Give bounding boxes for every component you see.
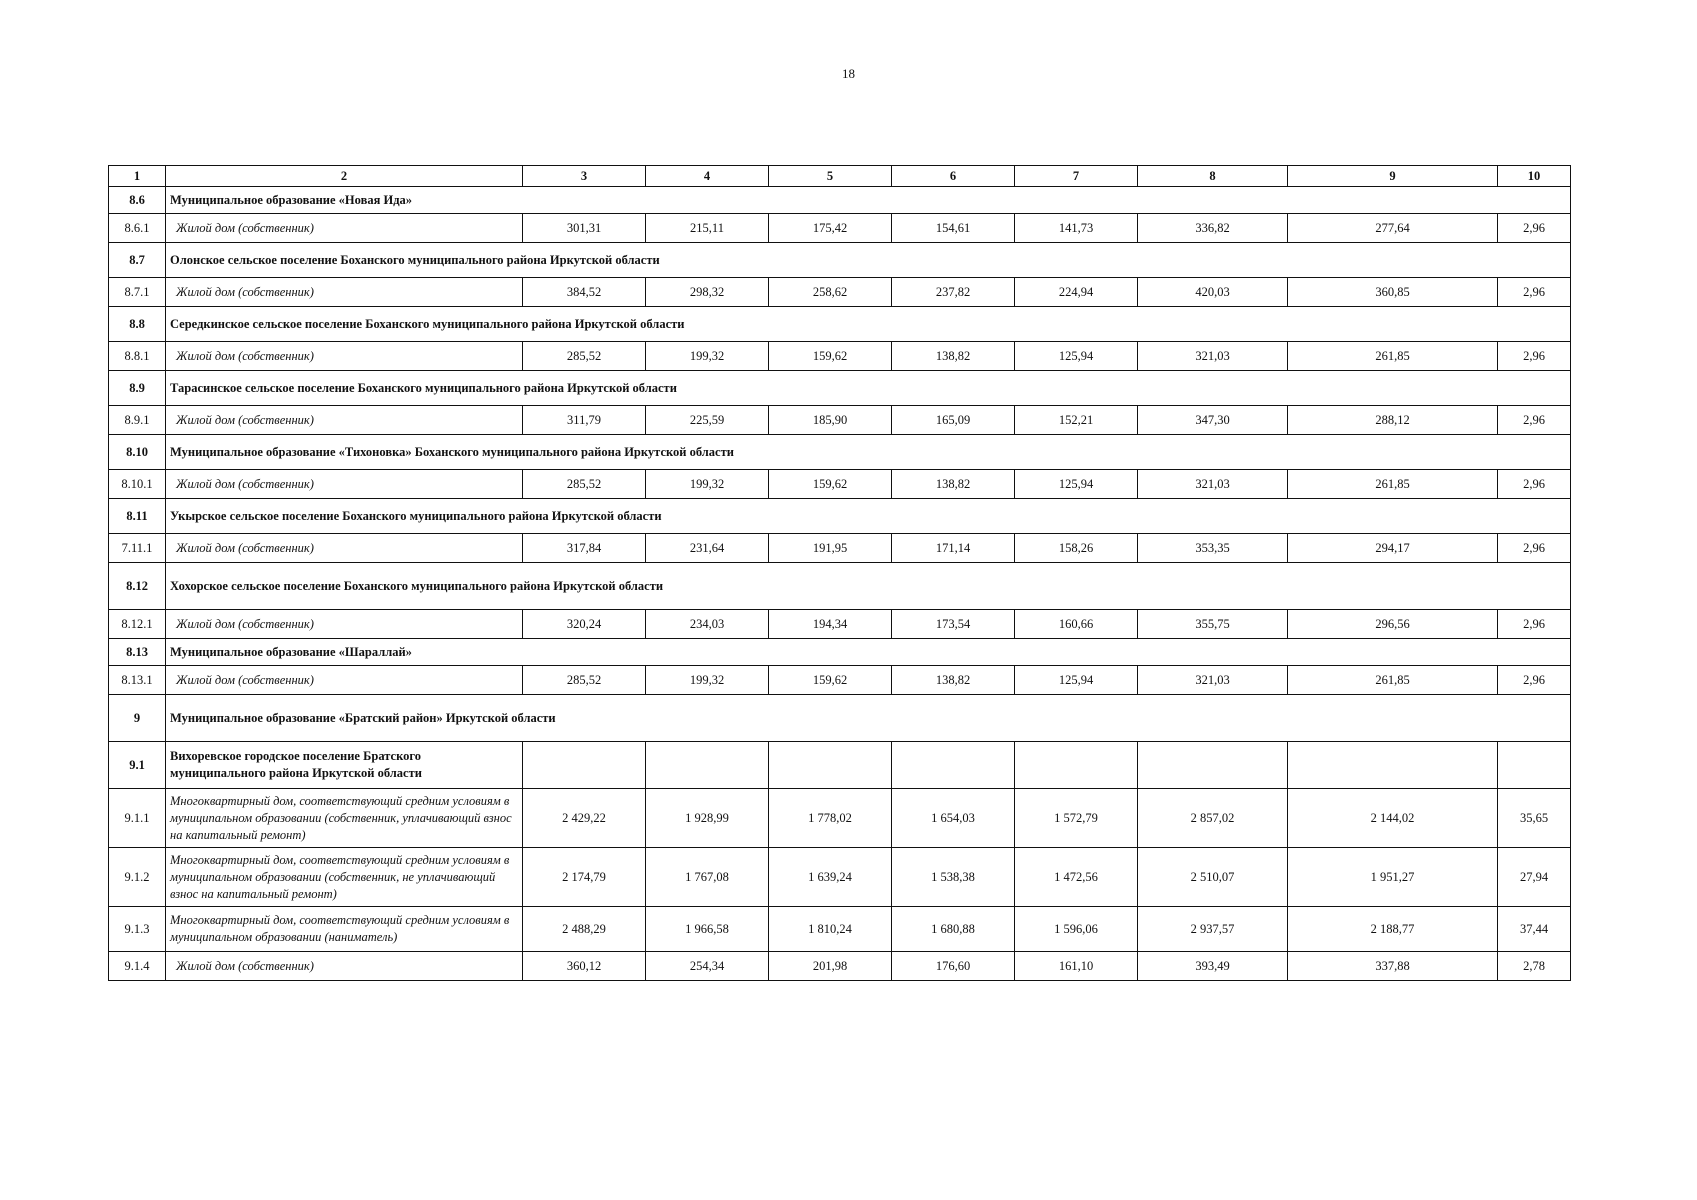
value-cell: 254,34 bbox=[646, 952, 769, 981]
header-cell: 8 bbox=[1138, 166, 1288, 187]
row-code: 8.13.1 bbox=[109, 666, 166, 695]
row-name: Многоквартирный дом, соответствующий средним условиям в муниципальном образовании (собственник, не уплачивающий взнос на капитальный ремонт) bbox=[166, 848, 523, 907]
row-code: 8.9.1 bbox=[109, 406, 166, 435]
value-cell: 285,52 bbox=[523, 342, 646, 371]
value-cell: 337,88 bbox=[1288, 952, 1498, 981]
value-cell: 2,96 bbox=[1498, 278, 1571, 307]
value-cell: 27,94 bbox=[1498, 848, 1571, 907]
value-cell: 159,62 bbox=[769, 666, 892, 695]
section-row bbox=[109, 243, 1571, 278]
row-name: Жилой дом (собственник) bbox=[166, 470, 523, 499]
table-row bbox=[109, 610, 1571, 639]
section-code: 8.12 bbox=[109, 563, 166, 610]
value-cell: 320,24 bbox=[523, 610, 646, 639]
table-row bbox=[109, 214, 1571, 243]
section-name: Муниципальное образование «Тихоновка» Боханского муниципального района Иркутской области bbox=[166, 435, 1571, 470]
tariff-table bbox=[108, 165, 1571, 981]
row-name: Многоквартирный дом, соответствующий средним условиям в муниципальном образовании (наниматель) bbox=[166, 907, 523, 952]
value-cell: 2,96 bbox=[1498, 406, 1571, 435]
table-row bbox=[109, 666, 1571, 695]
value-cell: 1 767,08 bbox=[646, 848, 769, 907]
value-cell: 2 488,29 bbox=[523, 907, 646, 952]
table-row bbox=[109, 907, 1571, 952]
value-cell: 285,52 bbox=[523, 470, 646, 499]
value-cell: 35,65 bbox=[1498, 789, 1571, 848]
row-name: Жилой дом (собственник) bbox=[166, 342, 523, 371]
section-name: Вихоревское городское поселение Братского муниципального района Иркутской области bbox=[166, 742, 523, 789]
value-cell: 175,42 bbox=[769, 214, 892, 243]
value-cell: 1 966,58 bbox=[646, 907, 769, 952]
value-cell: 171,14 bbox=[892, 534, 1015, 563]
value-cell: 321,03 bbox=[1138, 342, 1288, 371]
row-code: 8.12.1 bbox=[109, 610, 166, 639]
value-cell: 1 778,02 bbox=[769, 789, 892, 848]
value-cell: 199,32 bbox=[646, 342, 769, 371]
value-cell: 141,73 bbox=[1015, 214, 1138, 243]
value-cell: 261,85 bbox=[1288, 470, 1498, 499]
value-cell: 1 472,56 bbox=[1015, 848, 1138, 907]
section-row bbox=[109, 187, 1571, 214]
section-name: Муниципальное образование «Новая Ида» bbox=[166, 187, 1571, 214]
header-cell: 4 bbox=[646, 166, 769, 187]
row-code: 7.11.1 bbox=[109, 534, 166, 563]
section-code: 8.6 bbox=[109, 187, 166, 214]
empty-cell bbox=[1015, 742, 1138, 789]
value-cell: 311,79 bbox=[523, 406, 646, 435]
empty-cell bbox=[769, 742, 892, 789]
section-code: 8.10 bbox=[109, 435, 166, 470]
header-row bbox=[109, 166, 1571, 187]
section-code: 8.11 bbox=[109, 499, 166, 534]
value-cell: 191,95 bbox=[769, 534, 892, 563]
value-cell: 261,85 bbox=[1288, 342, 1498, 371]
value-cell: 420,03 bbox=[1138, 278, 1288, 307]
value-cell: 125,94 bbox=[1015, 470, 1138, 499]
header-cell: 9 bbox=[1288, 166, 1498, 187]
page-number: 18 bbox=[842, 66, 855, 81]
value-cell: 37,44 bbox=[1498, 907, 1571, 952]
value-cell: 321,03 bbox=[1138, 470, 1288, 499]
header-cell: 5 bbox=[769, 166, 892, 187]
empty-cell bbox=[646, 742, 769, 789]
row-code: 8.7.1 bbox=[109, 278, 166, 307]
table-row bbox=[109, 470, 1571, 499]
value-cell: 138,82 bbox=[892, 666, 1015, 695]
section-row bbox=[109, 499, 1571, 534]
section-name: Тарасинское сельское поселение Боханского муниципального района Иркутской области bbox=[166, 371, 1571, 406]
table-row bbox=[109, 278, 1571, 307]
value-cell: 353,35 bbox=[1138, 534, 1288, 563]
value-cell: 296,56 bbox=[1288, 610, 1498, 639]
row-code: 9.1.3 bbox=[109, 907, 166, 952]
value-cell: 2,96 bbox=[1498, 610, 1571, 639]
value-cell: 336,82 bbox=[1138, 214, 1288, 243]
section-code: 8.7 bbox=[109, 243, 166, 278]
value-cell: 1 654,03 bbox=[892, 789, 1015, 848]
table-row bbox=[109, 342, 1571, 371]
value-cell: 2 188,77 bbox=[1288, 907, 1498, 952]
empty-cell bbox=[1498, 742, 1571, 789]
value-cell: 277,64 bbox=[1288, 214, 1498, 243]
value-cell: 393,49 bbox=[1138, 952, 1288, 981]
empty-cell bbox=[892, 742, 1015, 789]
section-name: Муниципальное образование «Шараллай» bbox=[166, 639, 1571, 666]
section-code: 8.8 bbox=[109, 307, 166, 342]
value-cell: 285,52 bbox=[523, 666, 646, 695]
value-cell: 2 429,22 bbox=[523, 789, 646, 848]
value-cell: 159,62 bbox=[769, 470, 892, 499]
value-cell: 1 639,24 bbox=[769, 848, 892, 907]
value-cell: 138,82 bbox=[892, 342, 1015, 371]
value-cell: 2 144,02 bbox=[1288, 789, 1498, 848]
table-row bbox=[109, 406, 1571, 435]
value-cell: 258,62 bbox=[769, 278, 892, 307]
value-cell: 355,75 bbox=[1138, 610, 1288, 639]
empty-cell bbox=[1138, 742, 1288, 789]
value-cell: 215,11 bbox=[646, 214, 769, 243]
value-cell: 1 680,88 bbox=[892, 907, 1015, 952]
value-cell: 160,66 bbox=[1015, 610, 1138, 639]
value-cell: 384,52 bbox=[523, 278, 646, 307]
value-cell: 154,61 bbox=[892, 214, 1015, 243]
section-row bbox=[109, 307, 1571, 342]
value-cell: 1 810,24 bbox=[769, 907, 892, 952]
value-cell: 360,85 bbox=[1288, 278, 1498, 307]
section-name: Муниципальное образование «Братский район» Иркутской области bbox=[166, 695, 1571, 742]
value-cell: 2,96 bbox=[1498, 214, 1571, 243]
header-cell: 1 bbox=[109, 166, 166, 187]
header-cell: 2 bbox=[166, 166, 523, 187]
value-cell: 321,03 bbox=[1138, 666, 1288, 695]
table-row bbox=[109, 848, 1571, 907]
row-code: 8.6.1 bbox=[109, 214, 166, 243]
value-cell: 194,34 bbox=[769, 610, 892, 639]
section-name: Середкинское сельское поселение Боханского муниципального района Иркутской области bbox=[166, 307, 1571, 342]
value-cell: 159,62 bbox=[769, 342, 892, 371]
section-name: Олонское сельское поселение Боханского муниципального района Иркутской области bbox=[166, 243, 1571, 278]
row-name: Жилой дом (собственник) bbox=[166, 214, 523, 243]
row-code: 8.8.1 bbox=[109, 342, 166, 371]
empty-cell bbox=[523, 742, 646, 789]
value-cell: 317,84 bbox=[523, 534, 646, 563]
header-cell: 3 bbox=[523, 166, 646, 187]
row-name: Жилой дом (собственник) bbox=[166, 534, 523, 563]
section-code: 9.1 bbox=[109, 742, 166, 789]
header-cell: 6 bbox=[892, 166, 1015, 187]
value-cell: 138,82 bbox=[892, 470, 1015, 499]
value-cell: 2,96 bbox=[1498, 470, 1571, 499]
row-code: 8.10.1 bbox=[109, 470, 166, 499]
value-cell: 125,94 bbox=[1015, 342, 1138, 371]
section-code: 8.13 bbox=[109, 639, 166, 666]
value-cell: 199,32 bbox=[646, 470, 769, 499]
value-cell: 2,78 bbox=[1498, 952, 1571, 981]
value-cell: 1 538,38 bbox=[892, 848, 1015, 907]
value-cell: 185,90 bbox=[769, 406, 892, 435]
section-row bbox=[109, 371, 1571, 406]
value-cell: 2,96 bbox=[1498, 534, 1571, 563]
value-cell: 1 572,79 bbox=[1015, 789, 1138, 848]
value-cell: 176,60 bbox=[892, 952, 1015, 981]
row-code: 9.1.2 bbox=[109, 848, 166, 907]
table-row bbox=[109, 534, 1571, 563]
row-name: Жилой дом (собственник) bbox=[166, 610, 523, 639]
row-name: Жилой дом (собственник) bbox=[166, 406, 523, 435]
section-name: Укырское сельское поселение Боханского муниципального района Иркутской области bbox=[166, 499, 1571, 534]
header-cell: 10 bbox=[1498, 166, 1571, 187]
value-cell: 199,32 bbox=[646, 666, 769, 695]
value-cell: 347,30 bbox=[1138, 406, 1288, 435]
value-cell: 1 951,27 bbox=[1288, 848, 1498, 907]
value-cell: 173,54 bbox=[892, 610, 1015, 639]
empty-cell bbox=[1288, 742, 1498, 789]
value-cell: 165,09 bbox=[892, 406, 1015, 435]
value-cell: 288,12 bbox=[1288, 406, 1498, 435]
row-name: Жилой дом (собственник) bbox=[166, 666, 523, 695]
row-name: Жилой дом (собственник) bbox=[166, 278, 523, 307]
section-code: 9 bbox=[109, 695, 166, 742]
row-name: Многоквартирный дом, соответствующий средним условиям в муниципальном образовании (собственник, уплачивающий взнос на капитальный ремонт) bbox=[166, 789, 523, 848]
value-cell: 1 928,99 bbox=[646, 789, 769, 848]
value-cell: 298,32 bbox=[646, 278, 769, 307]
value-cell: 225,59 bbox=[646, 406, 769, 435]
value-cell: 152,21 bbox=[1015, 406, 1138, 435]
value-cell: 1 596,06 bbox=[1015, 907, 1138, 952]
value-cell: 158,26 bbox=[1015, 534, 1138, 563]
table-row bbox=[109, 952, 1571, 981]
value-cell: 2 937,57 bbox=[1138, 907, 1288, 952]
value-cell: 2,96 bbox=[1498, 666, 1571, 695]
row-name: Жилой дом (собственник) bbox=[166, 952, 523, 981]
value-cell: 161,10 bbox=[1015, 952, 1138, 981]
row-code: 9.1.1 bbox=[109, 789, 166, 848]
value-cell: 231,64 bbox=[646, 534, 769, 563]
value-cell: 261,85 bbox=[1288, 666, 1498, 695]
value-cell: 2 510,07 bbox=[1138, 848, 1288, 907]
value-cell: 2,96 bbox=[1498, 342, 1571, 371]
value-cell: 201,98 bbox=[769, 952, 892, 981]
section-row bbox=[109, 435, 1571, 470]
value-cell: 237,82 bbox=[892, 278, 1015, 307]
value-cell: 301,31 bbox=[523, 214, 646, 243]
value-cell: 2 857,02 bbox=[1138, 789, 1288, 848]
section-code: 8.9 bbox=[109, 371, 166, 406]
value-cell: 234,03 bbox=[646, 610, 769, 639]
value-cell: 360,12 bbox=[523, 952, 646, 981]
row-code: 9.1.4 bbox=[109, 952, 166, 981]
value-cell: 2 174,79 bbox=[523, 848, 646, 907]
section-row bbox=[109, 563, 1571, 610]
section-row bbox=[109, 695, 1571, 742]
value-cell: 224,94 bbox=[1015, 278, 1138, 307]
table-row bbox=[109, 789, 1571, 848]
section-name: Хохорское сельское поселение Боханского муниципального района Иркутской области bbox=[166, 563, 1571, 610]
value-cell: 125,94 bbox=[1015, 666, 1138, 695]
section-row bbox=[109, 639, 1571, 666]
section-row bbox=[109, 742, 1571, 789]
value-cell: 294,17 bbox=[1288, 534, 1498, 563]
header-cell: 7 bbox=[1015, 166, 1138, 187]
